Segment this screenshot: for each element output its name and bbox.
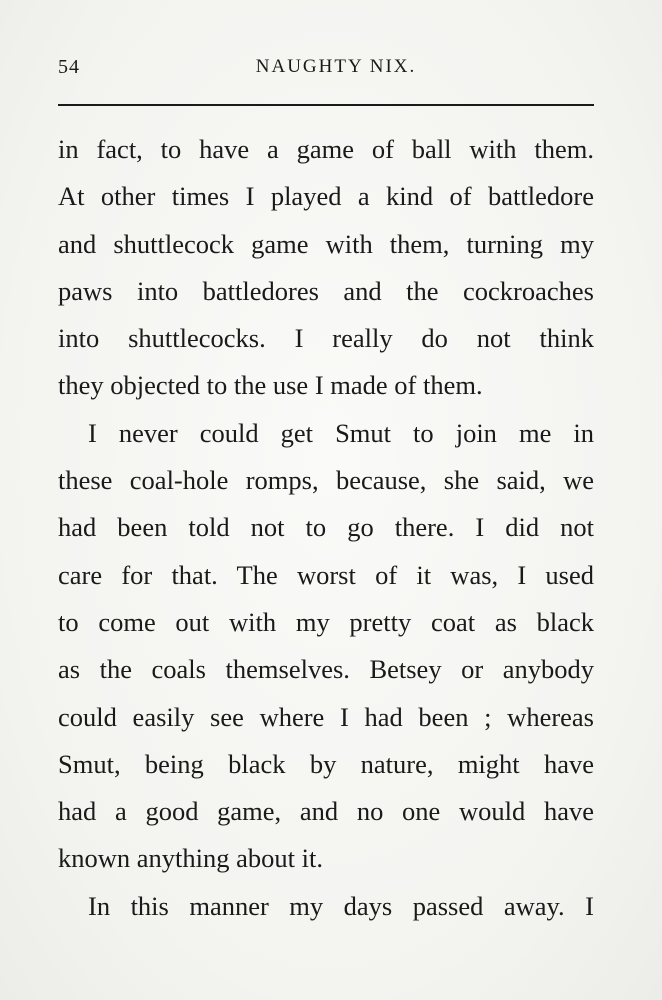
- text-line: to come out with my pretty coat as black: [58, 606, 594, 637]
- text-line: had a good game, and no one would have: [58, 796, 594, 827]
- text-line: they objected to the use I made of them.: [58, 370, 483, 401]
- page-header: [58, 56, 594, 86]
- body-text: [58, 126, 594, 930]
- page-number: 54: [58, 56, 80, 78]
- header-rule: [58, 104, 594, 106]
- text-line: I never could get Smut to join me in: [88, 417, 594, 448]
- text-line: in fact, to have a game of ball with them.: [58, 134, 594, 164]
- text-line: At other times I played a kind of battledore: [58, 181, 594, 212]
- text-line: as the coals themselves. Betsey or anybody: [58, 654, 594, 685]
- text-line: Smut, being black by nature, might have: [58, 748, 594, 779]
- text-line: had been told not to go there. I did not: [58, 512, 594, 543]
- text-line: these coal-hole romps, because, she said, we: [58, 465, 594, 496]
- text-line: care for that. The worst of it was, I used: [58, 559, 594, 590]
- text-line: could easily see where I had been ; whereas: [58, 701, 594, 732]
- running-title: NAUGHTY NIX.: [255, 56, 417, 77]
- text-line: and shuttlecock game with them, turning my: [58, 228, 594, 259]
- text-line: into shuttlecocks. I really do not think: [58, 323, 594, 354]
- text-line: paws into battledores and the cockroaches: [58, 275, 594, 306]
- text-line: known anything about it.: [58, 843, 323, 874]
- text-line: In this manner my days passed away. I: [88, 890, 594, 921]
